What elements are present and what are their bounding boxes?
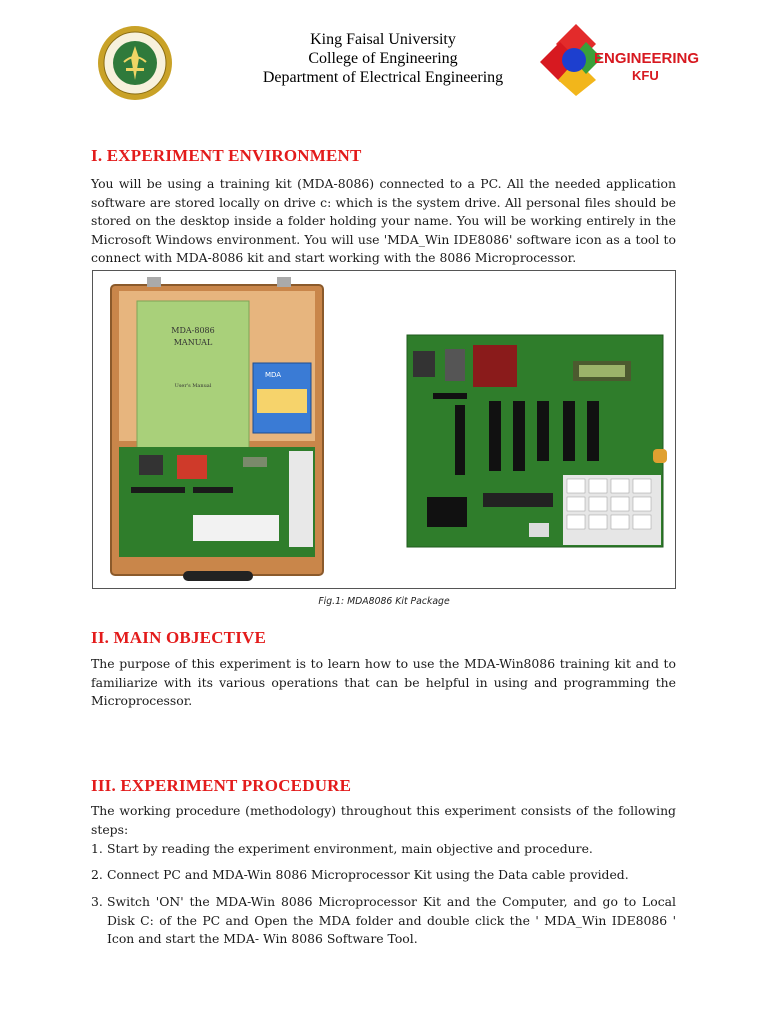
department-name: Department of Electrical Engineering xyxy=(262,69,504,86)
manual-small-text: User's Manual xyxy=(174,383,212,389)
mda8086-board-image xyxy=(407,335,667,547)
cd-label: MDA xyxy=(265,371,282,379)
kfu-seal-logo xyxy=(96,24,174,102)
section-heading-procedure: III. EXPERIMENT PROCEDURE xyxy=(91,776,352,795)
briefcase-kit-image xyxy=(111,277,323,581)
eng-logo-word: ENGINEERING xyxy=(594,50,700,67)
objective-paragraph: The purpose of this experiment is to learn how to use the MDA-Win8086 training kit and to familiarize with its various operations that can be helpful in using and programming the Microprocessor. xyxy=(91,656,676,709)
college-name: College of Engineering xyxy=(308,50,458,67)
manual-subtitle: MANUAL xyxy=(173,338,213,347)
procedure-step xyxy=(91,866,676,885)
procedure-step xyxy=(91,893,676,949)
manual-title: MDA-8086 xyxy=(171,326,215,335)
step-text: Connect PC and MDA-Win 8086 Microprocessor Kit using the Data cable provided. xyxy=(107,867,629,882)
environment-paragraph: You will be using a training kit (MDA-8086) connected to a PC. All the needed application software are stored locally on drive c: which is the system drive. All personal files should be stored on the desktop inside a folder holding your name. You will be working entirely in the Microsoft Windows environment. You will use 'MDA_Win IDE8086' software icon as a tool to connect with MDA-8086 kit and start working with the 8086 Microprocessor. xyxy=(91,176,676,266)
step-text: Start by reading the experiment environment, main objective and procedure. xyxy=(107,841,593,856)
figure-kit-package xyxy=(92,270,676,589)
figure-caption: Fig.1: MDA8086 Kit Package xyxy=(318,596,450,607)
section-heading-environment: I. EXPERIMENT ENVIRONMENT xyxy=(91,146,362,165)
step-number: 2. xyxy=(91,867,103,882)
section-heading-objective: II. MAIN OBJECTIVE xyxy=(91,628,267,647)
eng-logo-sub: KFU xyxy=(632,68,659,83)
step-number: 1. xyxy=(91,841,103,856)
procedure-intro: The working procedure (methodology) throughout this experiment consists of the following steps: xyxy=(91,803,676,837)
step-text: Switch 'ON' the MDA-Win 8086 Microprocessor Kit and the Computer, and go to Local Disk C: of the PC and Open the MDA folder and double click the ' MDA_Win IDE8086 ' Icon and start the MDA- Win 8086 Software Tool. xyxy=(107,894,676,947)
header-institution-block xyxy=(200,30,566,87)
engineering-kfu-logo xyxy=(538,22,700,96)
step-number: 3. xyxy=(91,894,103,909)
procedure-step xyxy=(91,840,676,859)
university-name: King Faisal University xyxy=(310,31,456,48)
